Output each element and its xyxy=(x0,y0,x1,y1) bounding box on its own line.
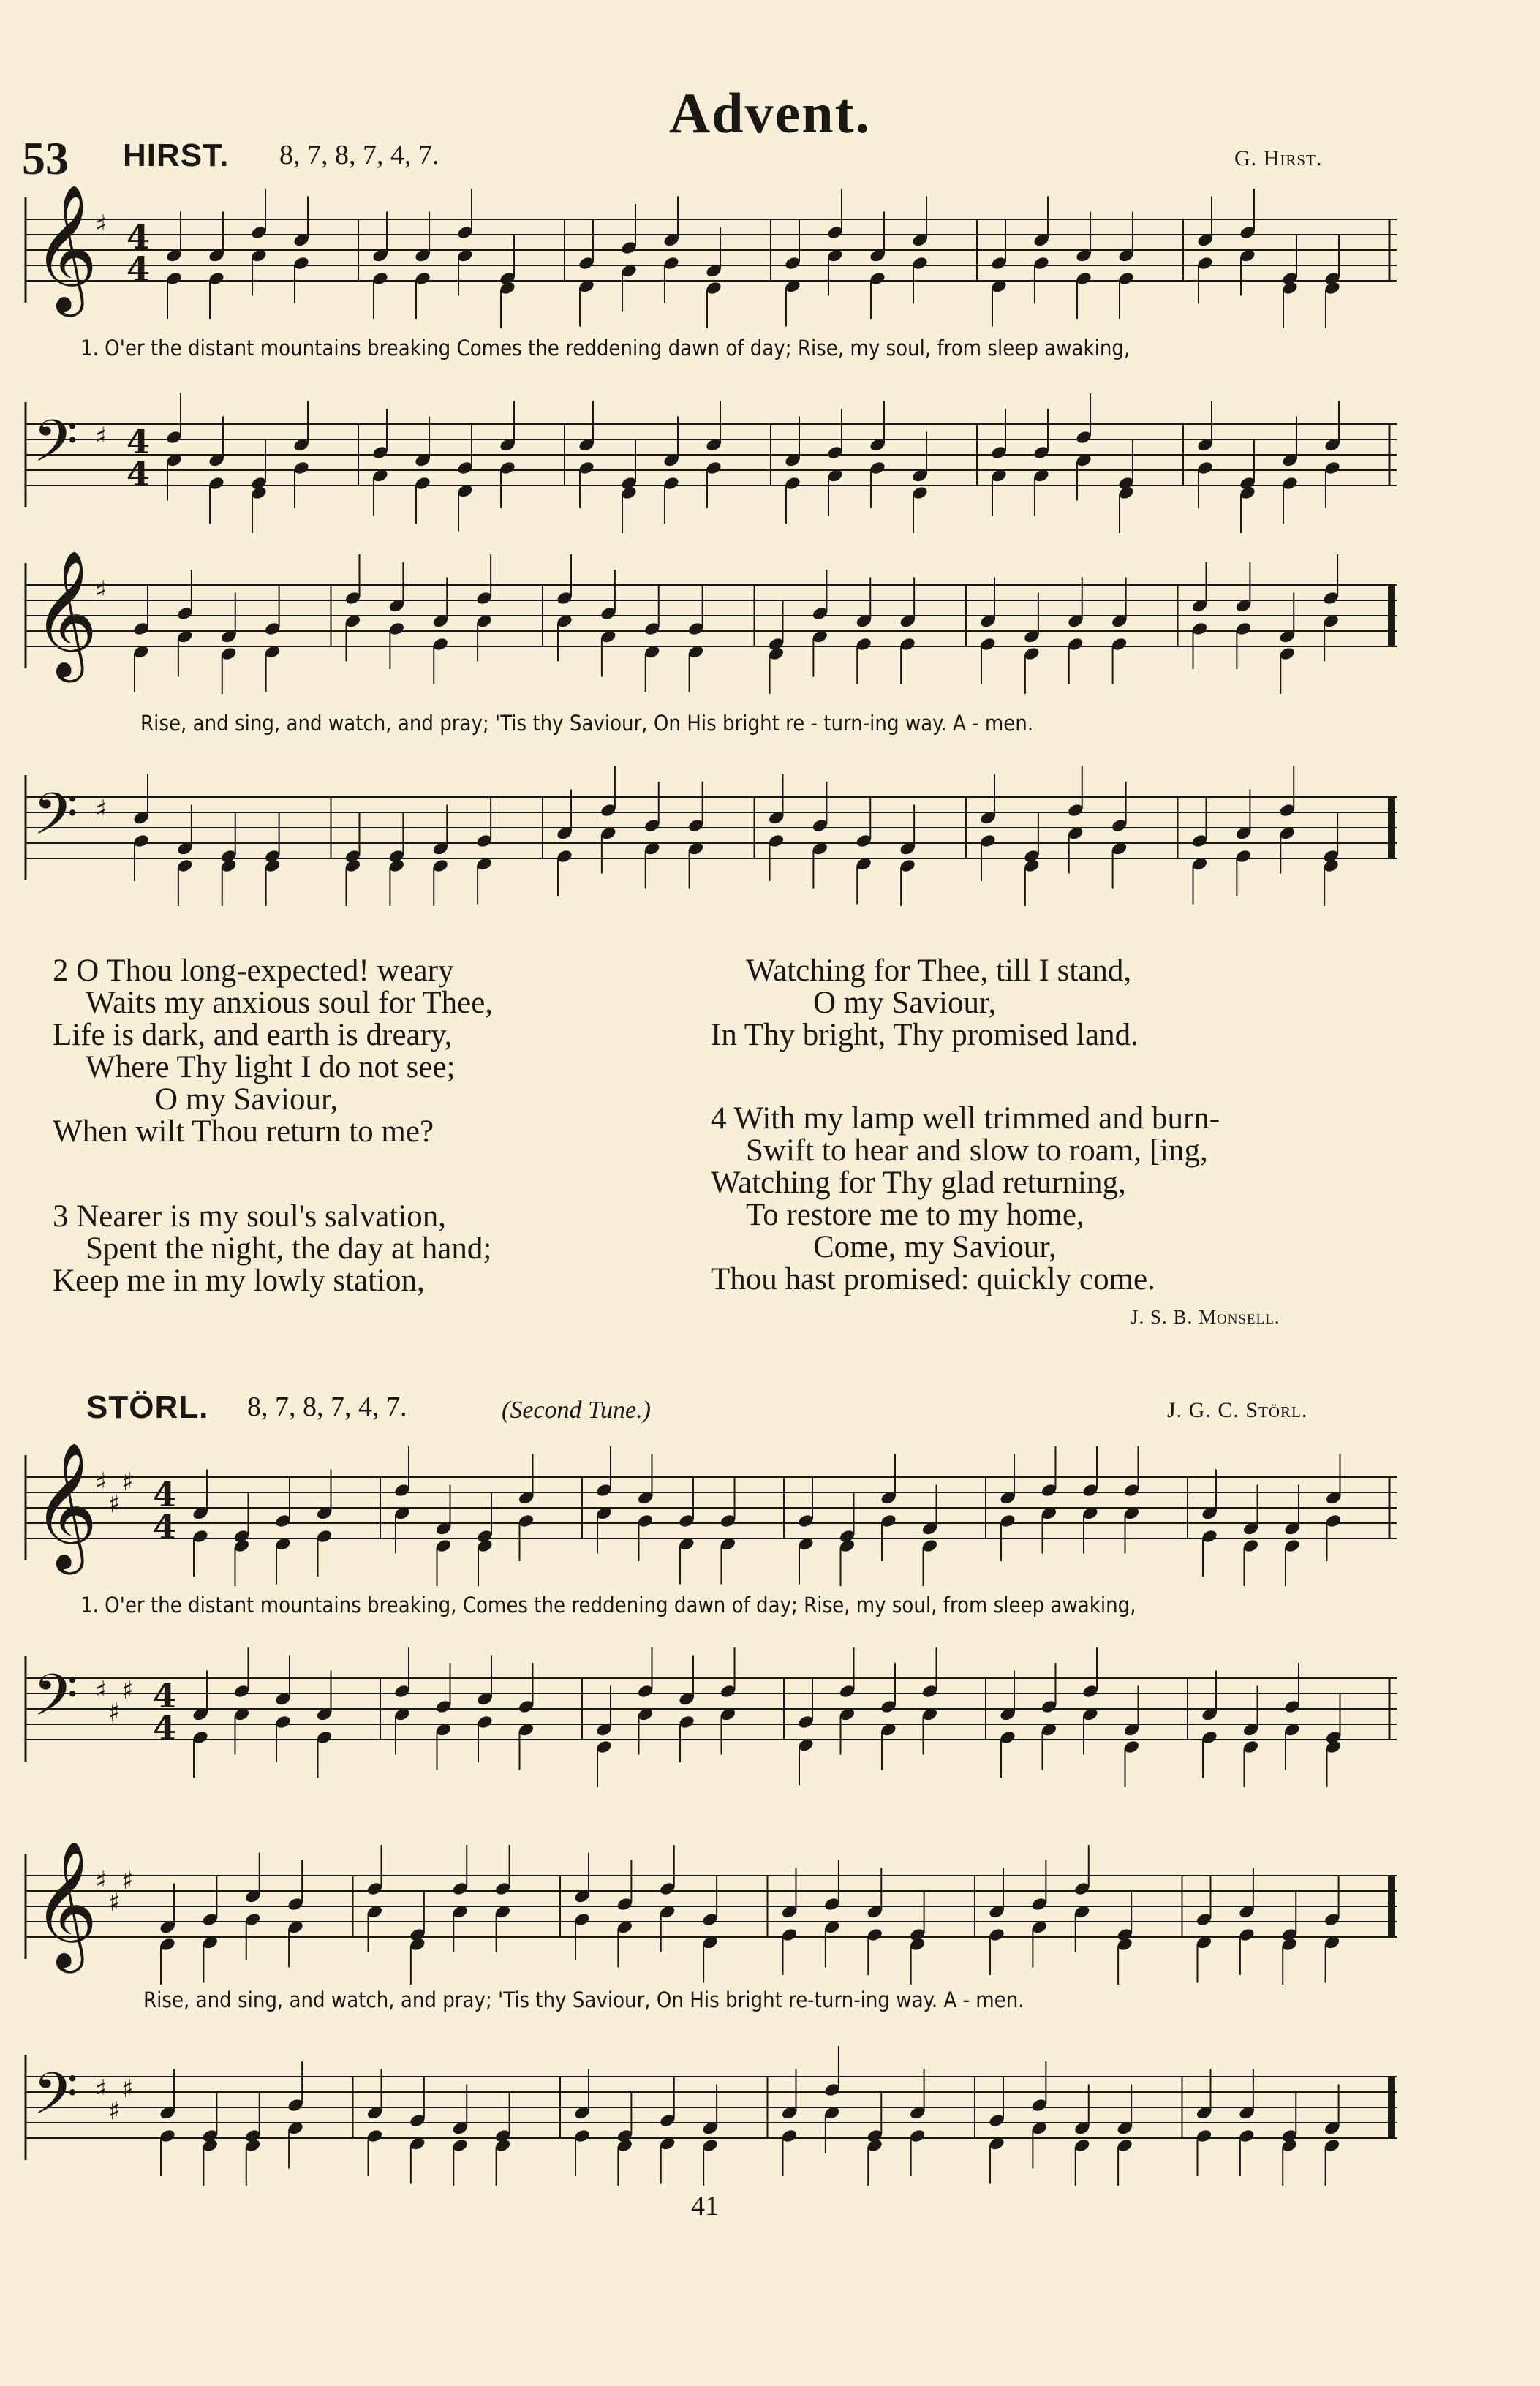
time-signature-bottom: 4 xyxy=(153,1708,177,1748)
final-bar-line xyxy=(1388,585,1395,646)
first-tune-composer: G. Hirst. xyxy=(1234,146,1323,170)
key-signature-sharp: ♯ xyxy=(108,1698,121,1727)
key-signature-sharp: ♯ xyxy=(108,2096,121,2126)
second-tune-system-1-treble xyxy=(22,1433,1404,1579)
time-signature-bottom: 4 xyxy=(127,249,151,289)
stanza-2-line-1: 2 O Thou long-expected! weary xyxy=(53,954,454,988)
stanza-3-line-4: Watching for Thee, till I stand, xyxy=(746,954,1132,988)
stanza-4-line-5: Come, my Saviour, xyxy=(813,1230,1057,1264)
stanza-3-line-6: In Thy bright, Thy promised land. xyxy=(711,1018,1139,1052)
key-signature-sharp: ♯ xyxy=(95,795,107,824)
final-bar-line xyxy=(1388,2077,1395,2138)
stanza-2-line-6: When wilt Thou return to me? xyxy=(53,1114,434,1149)
bass-clef: 𝄢 xyxy=(33,2060,78,2142)
time-signature-top: 4 xyxy=(127,422,151,461)
stanza-2-line-2: Waits my anxious soul for Thee, xyxy=(86,986,494,1020)
stanza-2-line-3: Life is dark, and earth is dreary, xyxy=(53,1018,453,1052)
section-title: Advent. xyxy=(668,81,872,145)
stanza-3-line-3: Keep me in my lowly station, xyxy=(53,1264,425,1298)
second-tune-system-2-bass xyxy=(22,2033,1404,2179)
first-tune-system-1-bass xyxy=(22,380,1404,526)
time-signature-bottom: 4 xyxy=(127,454,151,494)
key-signature-sharp: ♯ xyxy=(108,1490,121,1519)
stanza-2 xyxy=(53,955,493,1148)
key-signature-sharp: ♯ xyxy=(95,1866,107,1895)
stanza-4-line-2: Swift to hear and slow to roam, [ing, xyxy=(746,1133,1208,1168)
stanza-3-line-1: 3 Nearer is my soul's salvation, xyxy=(53,1199,446,1234)
first-tune-lyric-line-2: Rise, and sing, and watch, and pray; 'Tis thy Saviour, On His bright re - turn-ing way. A - men. xyxy=(140,711,1034,736)
key-signature-sharp: ♯ xyxy=(121,1468,134,1497)
time-signature-top: 4 xyxy=(153,1676,177,1715)
key-signature-sharp: ♯ xyxy=(108,1888,121,1917)
second-tune-name: STÖRL. xyxy=(86,1389,209,1425)
second-tune-lyric-line-2: Rise, and sing, and watch, and pray; 'Tis thy Saviour, On His bright re-turn-ing way. A - men. xyxy=(143,1987,1024,2012)
stanza-4-line-6: Thou hast promised: quickly come. xyxy=(711,1262,1155,1296)
time-signature-top: 4 xyxy=(127,217,151,257)
second-tune-system-1-bass xyxy=(22,1634,1404,1781)
key-signature-sharp: ♯ xyxy=(95,210,107,239)
first-tune-system-1-treble xyxy=(22,175,1404,322)
first-tune-lyric-line-1: 1. O'er the distant mountains breaking Comes the reddening dawn of day; Rise, my soul, from sleep awaking, xyxy=(80,336,1131,360)
second-tune-composer: J. G. C. Störl. xyxy=(1167,1398,1308,1422)
key-signature-sharp: ♯ xyxy=(95,575,107,605)
second-tune-meter: 8, 7, 8, 7, 4, 7. xyxy=(247,1392,407,1422)
stanza-2-line-5: O my Saviour, xyxy=(155,1082,339,1117)
hymn-number: 53 xyxy=(22,132,69,184)
time-signature-bottom: 4 xyxy=(153,1507,177,1547)
bass-clef: 𝄢 xyxy=(33,407,78,489)
treble-clef: 𝄞 xyxy=(33,1442,98,1569)
treble-clef: 𝄞 xyxy=(33,550,98,677)
stanza-4-line-1: 4 With my lamp well trimmed and burn- xyxy=(711,1101,1220,1136)
key-signature-sharp: ♯ xyxy=(95,422,107,451)
second-tune-system-2-treble xyxy=(22,1832,1404,1978)
treble-clef: 𝄞 xyxy=(33,1841,98,1968)
stanza-3-line-2: Spent the night, the day at hand; xyxy=(86,1231,492,1266)
stanza-3-line-5: O my Saviour, xyxy=(813,986,997,1020)
second-tune-label: (Second Tune.) xyxy=(502,1397,651,1424)
key-signature-sharp: ♯ xyxy=(95,1468,107,1497)
stanza-4-line-4: To restore me to my home, xyxy=(746,1198,1084,1232)
first-tune-name: HIRST. xyxy=(123,137,230,173)
key-signature-sharp: ♯ xyxy=(121,1866,134,1895)
bass-clef: 𝄢 xyxy=(33,1661,78,1743)
bass-clef: 𝄢 xyxy=(33,780,78,862)
stanza-4-line-3: Watching for Thy glad returning, xyxy=(711,1166,1126,1200)
key-signature-sharp: ♯ xyxy=(95,2074,107,2104)
first-tune-system-2-bass xyxy=(22,753,1404,899)
time-signature-top: 4 xyxy=(153,1475,177,1514)
stanza-3-start xyxy=(53,1201,491,1297)
key-signature-sharp: ♯ xyxy=(95,1676,107,1705)
stanza-3-continued xyxy=(711,955,1139,1052)
first-tune-system-2-treble xyxy=(22,541,1404,687)
page-number: 41 xyxy=(691,2191,719,2221)
first-tune-meter: 8, 7, 8, 7, 4, 7. xyxy=(279,140,439,170)
stanza-2-line-4: Where Thy light I do not see; xyxy=(86,1050,456,1084)
hymn-author: J. S. B. Monsell. xyxy=(1131,1306,1280,1328)
treble-clef: 𝄞 xyxy=(33,184,98,312)
key-signature-sharp: ♯ xyxy=(121,2074,134,2104)
final-bar-line xyxy=(1388,1876,1395,1937)
second-tune-lyric-line-1: 1. O'er the distant mountains breaking, Comes the reddening dawn of day; Rise, my soul, from sleep awaking, xyxy=(80,1593,1136,1617)
stanza-4 xyxy=(711,1103,1220,1296)
final-bar-line xyxy=(1388,797,1395,858)
key-signature-sharp: ♯ xyxy=(121,1676,134,1705)
